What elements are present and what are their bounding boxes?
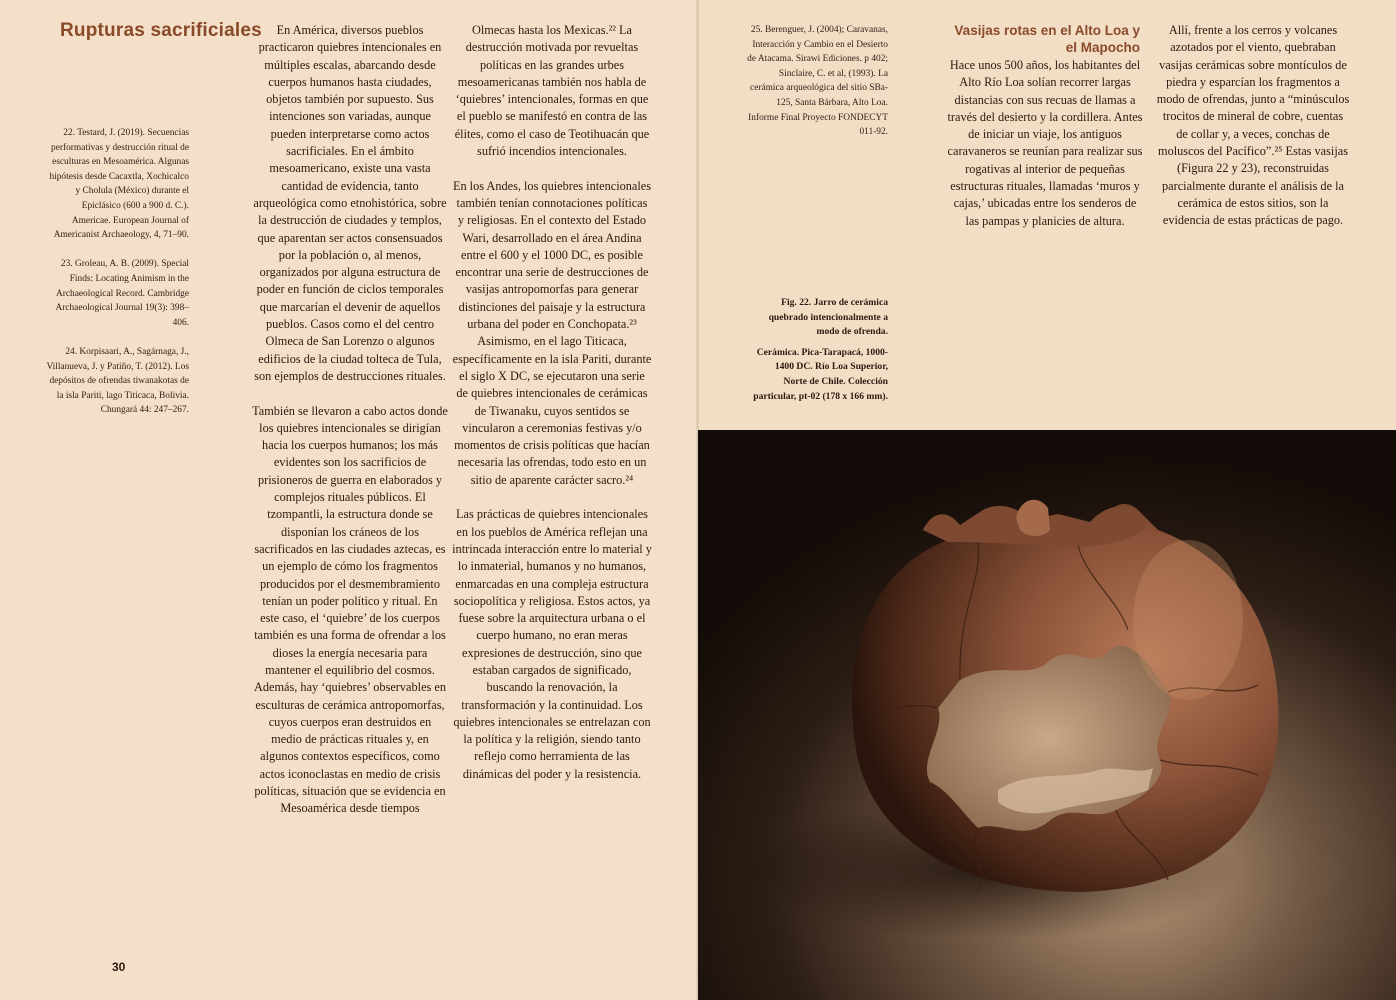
page-number: 30 xyxy=(112,960,126,974)
footnote-text: 25. Berenguer, J. (2004); Caravanas, Interacción y Cambio en el Desierto de Atacama. Sirawi Ediciones. p 402; Sinclaire, C. et al, (1993). La cerámica arqueológica del sitio SBa-125, Santa Bárbara, Alto Loa. Informe Final Proyecto FONDECYT 011-92. xyxy=(747,25,888,138)
figure-caption xyxy=(750,296,888,410)
body-column-3 xyxy=(946,57,1144,230)
caption-details: Cerámica. Pica-Tarapacá, 1000-1400 DC. Río Loa Superior, Norte de Chile. Colección particular, pt-02 (178 x 166 mm). xyxy=(753,346,888,402)
body-column-1 xyxy=(252,22,448,818)
paragraph: En América, diversos pueblos practicaron quiebres intencionales en múltiples escalas, abarcando desde cuerpos humanos hasta ciudades, objetos también por supuesto. Sus intenciones son variadas, aunque pueden interpretarse como actos sacrificiales. En el ámbito mesoamericano, existe una vasta cantidad de evidencia, tanto arqueológica como etnohistórica, sobre la destrucción de ciudades y templos, que aparentan ser actos consensuados por la población o, al menos, organizados por alguna estructura de poder en función de ciclos temporales que marcarían el devenir de aquellos pueblos. Casos como el del centro Olmeca de San Lorenzo o algunos edificios de la ciudad tolteca de Tula, son ejemplos de destrucciones rituales. xyxy=(253,23,447,383)
paragraph: Allí, frente a los cerros y volcanes azotados por el viento, quebraban vasijas cerámicas sobre montículos de piedra y esparcían los fragmentos a modo de ofrendas, junto a “minúsculos trocitos de mineral de cobre, cuentas de collar y, a veces, conchas de moluscos del Pacífico”.²⁵ Estas vasijas (Figura 22 y 23), reconstruidas parcialmente durante el análisis de la cerámica de estos sitios, son la evidencia de estas prácticas de pago. xyxy=(1156,23,1350,228)
section-title-left: Rupturas sacrificiales xyxy=(60,20,262,41)
footnote-25 xyxy=(746,23,888,154)
body-column-4 xyxy=(1156,22,1350,230)
paragraph: También se llevaron a cabo actos donde los quiebres intencionales se dirigían hacia los cuerpos humanos; los más evidentes son los sacrificios de prisioneros de guerra en elaborados y complejos rituales públicos. El tzompantli, la estructura donde se disponían los cráneos de los sacrificados en las ciudades aztecas, es un ejemplo de cómo los fragmentos producidos por el desmembramiento tenían un poder político y ritual. En este caso, el ‘quiebre’ de los cuerpos también es una forma de ofrendar a los dioses la energía necesaria para mantener el equilibrio del cosmos. Además, hay ‘quiebres’ observables en esculturas de cerámica antropomorfas, cuyos cuerpos eran destruidos en medio de prácticas rituales y, en algunos contextos específicos, como actos iconoclastas en medio de crisis políticas, situación que se evidencia en Mesoamérica desde tiempos xyxy=(252,403,448,816)
paragraph: Las prácticas de quiebres intencionales en los pueblos de América reflejan una intrincada interacción entre lo material y lo inmaterial, humanos y no humanos, enmarcadas en una compleja estructura sociopolítica y religiosa. Estos actos, ya fuese sobre la arquitectura urbana o el cuerpo humano, no eran meras expresiones de destrucción, sino que estaban cargados de significado, buscando la renovación, la transformación y la continuidad. Los quiebres intencionales se entrelazan con la política y la religión, siendo tanto reflejo como herramienta de las dinámicas del poder y la resistencia. xyxy=(452,507,652,781)
section-title-right: Vasijas rotas en el Alto Loa y el Mapocho xyxy=(954,23,1140,55)
footnote-23: 23. Groleau, A. B. (2009). Special Finds: Locating Animism in the Archaeological Record. Cambridge Archaeological Journal 19(3): 398–406. xyxy=(55,259,189,328)
caption-title: Fig. 22. Jarro de cerámica quebrado intencionalmente a modo de ofrenda. xyxy=(768,297,888,338)
footnotes-left xyxy=(44,126,189,432)
paragraph: Olmecas hasta los Mexicas.²² La destrucción motivada por revueltas políticas en las grandes urbes mesoamericanas también nos habla de ‘quiebres’ intencionales, formas en que el pueblo se manifestó en contra de las élites, como el caso de Teotihuacán que sufrió incendios intencionales. xyxy=(454,23,650,159)
paragraph: En los Andes, los quiebres intencionales también tenían connotaciones políticas y religiosas. En el contexto del Estado Wari, desarrollado en el área Andina entre el 600 y el 1000 DC, es posible encontrar una serie de destrucciones de vasijas antropomorfas para generar distinciones del paisaje y la estructura urbana del poder en Conchopata.²³ Asimismo, en el lago Titicaca, específicamente en la isla Pariti, durante el siglo X DC, se ejecutaron una serie de quiebres intencionales de cerámicas de Tiwanaku, cuyos sentidos se vincularon a ceremonias festivas y/o momentos de crisis políticas que hacían necesaria las ofrendas, todo esto en un sitio de aparente carácter sacro.²⁴ xyxy=(452,178,652,487)
paragraph: Hace unos 500 años, los habitantes del Alto Río Loa solían recorrer largas distancias con sus recuas de llamas a través del desierto y la cordillera. Antes de iniciar un viaje, los antiguos caravaneros se reunían para realizar sus rogativas al interior de pequeñas estructuras rituales, llamadas ‘muros y cajas,’ ubicadas entre los senderos de las pampas y planicies de altura. xyxy=(947,58,1143,228)
footnote-22: 22. Testard, J. (2019). Secuencias performativas y destrucción ritual de esculturas en Mesoamérica. Algunas hipótesis desde Cacaxtla, Xochicalco y Cholula (México) durante el Epiclásico (600 a 900 d. C.). Americae. European Journal of Americanist Archaeology, 4, 71–90. xyxy=(49,128,189,241)
broken-ceramic-jar-photo xyxy=(698,430,1396,1000)
footnote-24: 24. Korpisaari, A., Sagárnaga, J., Villanueva, J. y Patiño, T. (2012). Los depósitos de ofrendas tiwanakotas de la isla Pariti, lago Titicaca, Bolivia. Chungará 44: 247–267. xyxy=(46,346,189,416)
body-column-2 xyxy=(452,22,652,783)
